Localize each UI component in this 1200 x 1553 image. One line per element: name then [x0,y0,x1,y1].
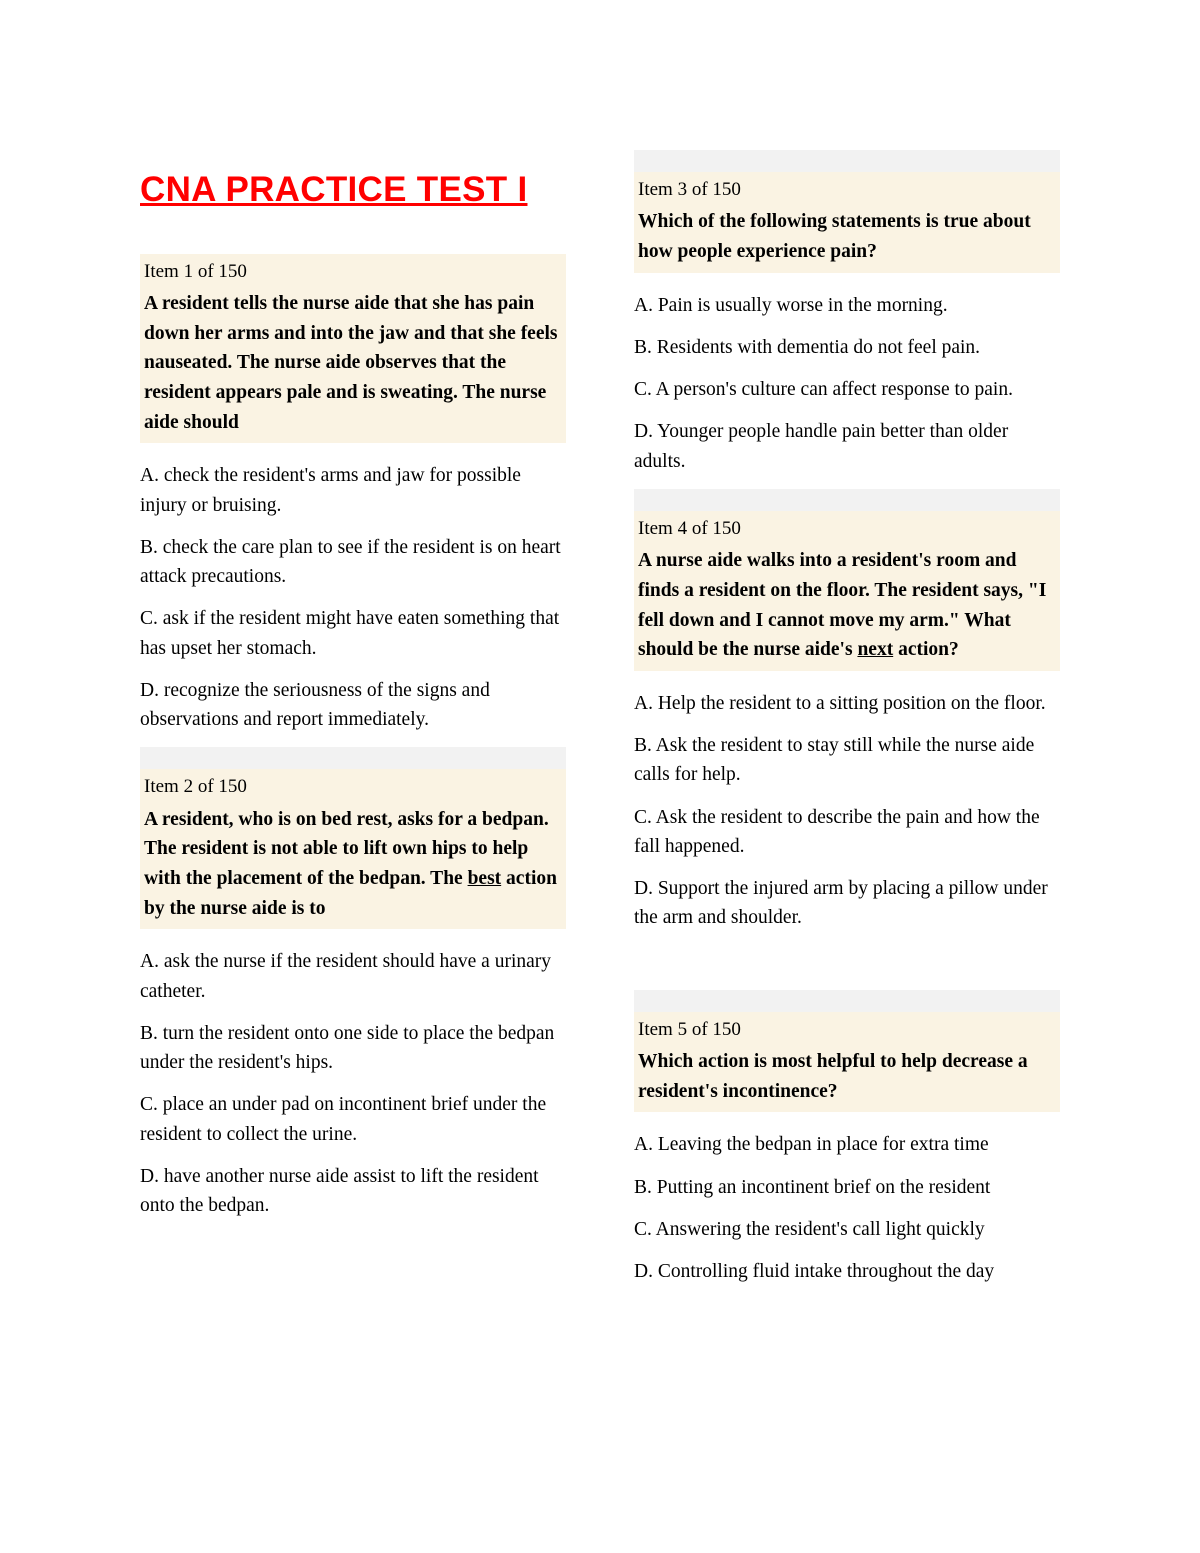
item-1-choice-a: A. check the resident's arms and jaw for possible injury or bruising. [140,465,521,516]
question-item-2 [140,769,566,1220]
page-title: CNA PRACTICE TEST I [140,170,528,209]
item-5-choice-a: A. Leaving the bedpan in place for extra time [634,1134,989,1156]
item-3-choice-c: C. A person's culture can affect response to pain. [634,379,1013,401]
right-column [634,150,1060,1299]
item-4-stem-emphasis: next [857,639,894,661]
question-item-3 [634,172,1060,476]
item-5-choices [634,1130,1060,1286]
item-3-top-band [634,150,1060,172]
two-column-layout [140,150,1060,1299]
item-4-stem-pre: A nurse aide walks into a resident's room and finds a resident on the floor. The resident says, "I fell down and I cannot move my arm." What should be the nurse aide's [638,550,1047,661]
item-5-top-band [634,990,1060,1012]
item-4-choices [634,689,1060,933]
item-4-choice-a: A. Help the resident to a sitting position on the floor. [634,692,1046,714]
item-1-choice-c: C. ask if the resident might have eaten something that has upset her stomach. [140,608,560,659]
item-2-choice-d: D. have another nurse aide assist to lift the resident onto the bedpan. [140,1165,539,1216]
item-4-choice-b: B. Ask the resident to stay still while the nurse aide calls for help. [634,735,1035,786]
item-2-choices [140,947,566,1220]
item-1-stem: A resident tells the nurse aide that she has pain down her arms and into the jaw and that she feels nauseated. The nurse aide observes that the resident appears pale and is sweating. The nurse aide should [140,287,566,443]
item-4-choice-c: C. Ask the resident to describe the pain and how the fall happened. [634,806,1040,857]
question-item-1 [140,254,566,735]
item-4-stem-post: action? [893,639,959,661]
item-3-choice-b: B. Residents with dementia do not feel pain. [634,336,981,358]
item-2-choice-b: B. turn the resident onto one side to place the bedpan under the resident's hips. [140,1022,555,1073]
item-5-gap [634,946,1060,990]
item-1-choice-d: D. recognize the seriousness of the signs and observations and report immediately. [140,679,490,731]
item-2-choice-c: C. place an under pad on incontinent brief under the resident to collect the urine. [140,1094,547,1145]
item-2-stem-post: action by the nurse aide is to [144,868,557,919]
question-item-5 [634,1012,1060,1287]
item-4-top-band [634,489,1060,511]
left-column [140,150,566,1233]
item-2-top-band [140,747,566,769]
item-3-choice-a: A. Pain is usually worse in the morning. [634,294,948,316]
item-5-choice-d: D. Controlling fluid intake throughout the day [634,1261,995,1283]
item-5-choice-b: B. Putting an incontinent brief on the resident [634,1176,991,1198]
item-3-choices [634,291,1060,476]
item-5-stem: Which action is most helpful to help decrease a resident's incontinence? [634,1045,1060,1112]
item-2-label: Item 2 of 150 [140,769,566,802]
item-2-stem-emphasis: best [467,868,502,889]
item-5-choice-c: C. Answering the resident's call light quickly [634,1218,985,1240]
item-4-choice-d: D. Support the injured arm by placing a pillow under the arm and shoulder. [634,878,1048,929]
item-3-choice-d: D. Younger people handle pain better than older adults. [634,421,1009,472]
item-2-choice-a: A. ask the nurse if the resident should have a urinary catheter. [140,951,552,1002]
question-item-4 [634,511,1060,933]
item-1-choices [140,461,566,734]
item-4-stem [634,544,1060,671]
item-1-label: Item 1 of 150 [140,254,566,287]
item-3-label: Item 3 of 150 [634,172,1060,205]
item-2-stem-pre: A resident, who is on bed rest, asks for a bedpan. The resident is not able to lift own hips to help with the placement of the bedpan. The [144,808,549,889]
item-3-stem: Which of the following statements is true about how people experience pain? [634,205,1060,272]
item-1-choice-b: B. check the care plan to see if the resident is on heart attack precautions. [140,536,561,588]
item-2-stem [140,803,566,930]
item-4-label: Item 4 of 150 [634,511,1060,544]
item-5-label: Item 5 of 150 [634,1012,1060,1045]
